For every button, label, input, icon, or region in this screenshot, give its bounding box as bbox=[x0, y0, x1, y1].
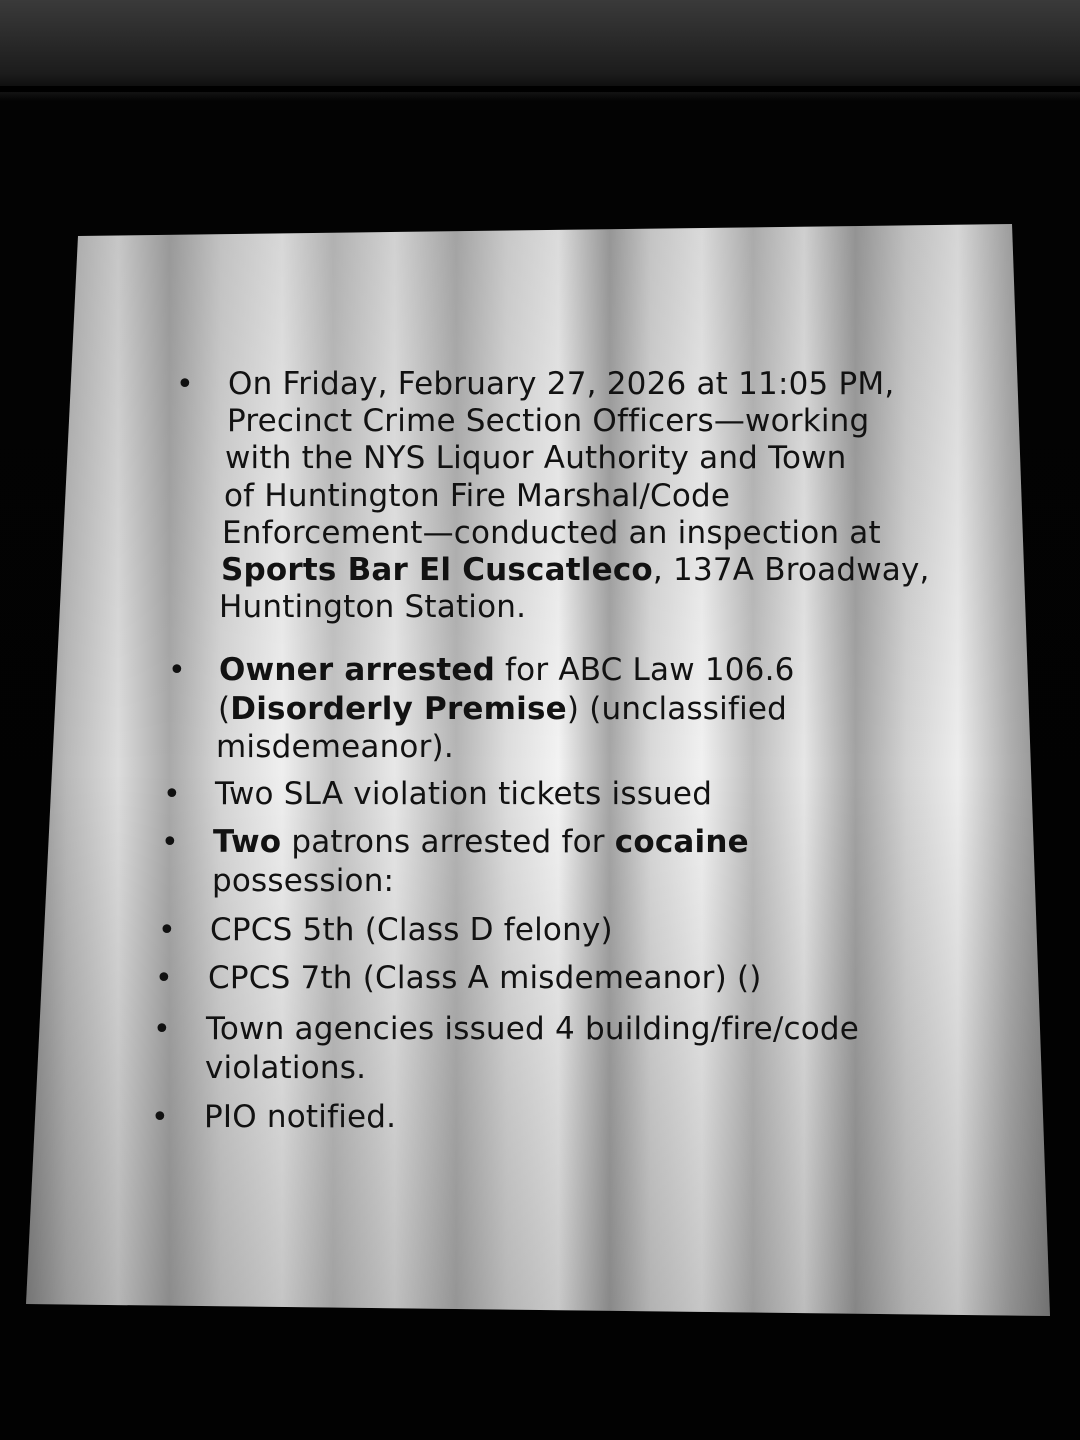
notice-line: Sports Bar El Cuscatleco, 137A Broadway, bbox=[220, 551, 930, 589]
notice-line: Huntington Station. bbox=[218, 589, 527, 626]
notice-line: Enforcement—conducted an inspection at bbox=[221, 514, 881, 551]
bullet-icon: • bbox=[176, 367, 194, 402]
bullet-icon: • bbox=[163, 777, 181, 812]
notice-line: of Huntington Fire Marshal/Code bbox=[223, 477, 730, 514]
notice-line: CPCS 7th (Class A misdemeanor) () bbox=[207, 959, 762, 997]
notice-line: Precinct Crime Section Officers—working bbox=[226, 403, 869, 440]
notice-line: CPCS 5th (Class D felony) bbox=[209, 911, 613, 949]
notice-line: misdemeanor). bbox=[215, 728, 454, 766]
notice-line: Town agencies issued 4 building/fire/code bbox=[205, 1010, 860, 1048]
notice-line: Owner arrested for ABC Law 106.6 bbox=[218, 651, 795, 689]
bullet-icon: • bbox=[155, 961, 173, 996]
notice-line: PIO notified. bbox=[203, 1098, 397, 1136]
notice-line: possession: bbox=[211, 862, 394, 900]
bullet-icon: • bbox=[151, 1100, 169, 1135]
bullet-icon: • bbox=[153, 1012, 171, 1047]
bullet-icon: • bbox=[161, 825, 179, 860]
bullet-icon: • bbox=[158, 913, 176, 948]
notice-line: with the NYS Liquor Authority and Town bbox=[224, 440, 847, 477]
notice-line: Two SLA violation tickets issued bbox=[214, 775, 713, 813]
bullet-icon: • bbox=[168, 653, 186, 688]
notice-line: On Friday, February 27, 2026 at 11:05 PM, bbox=[227, 365, 895, 403]
notice-line: (Disorderly Premise) (unclassified bbox=[217, 690, 787, 727]
notice-line: Two patrons arrested for cocaine bbox=[212, 823, 749, 861]
notice-line: violations. bbox=[204, 1049, 366, 1087]
